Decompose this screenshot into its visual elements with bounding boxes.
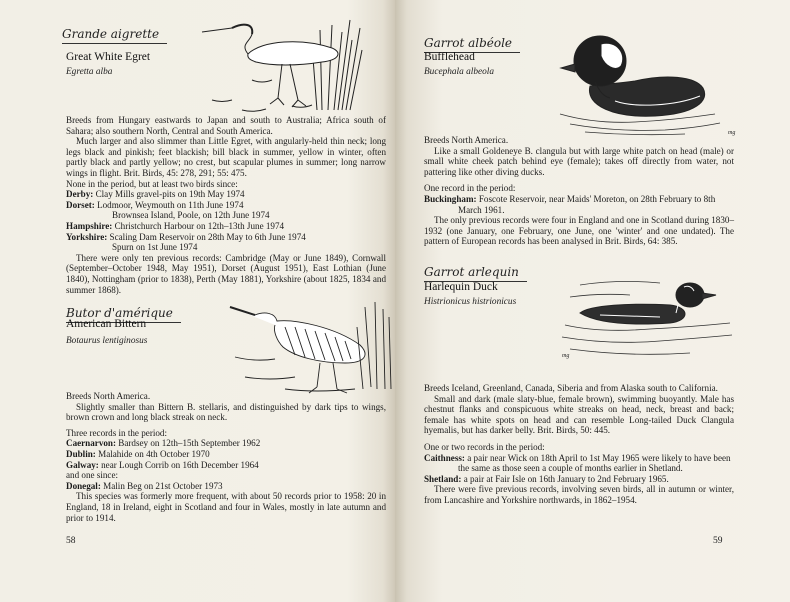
egret-period-intro: None in the period, but at least two birds since: [66, 178, 238, 189]
harlequin-range: Breeds Iceland, Greenland, Canada, Siberia and from Alaska south to California. [424, 383, 718, 393]
bittern-handwritten-name: Butor d'amérique [66, 306, 173, 320]
harlequin-illustration [560, 265, 735, 365]
egret-description: Much larger and also slimmer than Little Egret, with angularly-held thin neck; long legs black and pinkish; feet blackish; bill black in summer, yellow in winter, often partly black and partly yellow; no crest, but scapular plumes in summer; long narrow wings in flight. Brit. Birds, 45: 278, 291; 55: 475. [66, 136, 386, 178]
right-page [395, 0, 790, 602]
harlequin-common-name: Harlequin Duck [424, 281, 498, 293]
bufflehead-handwritten-name: Garrot albéole [424, 36, 513, 50]
bittern-illustration [225, 297, 393, 397]
egret-record: Dorset: Lodmoor, Weymouth on 11th June 1974 [66, 199, 244, 210]
egret-latin-name: Egretta alba [66, 67, 113, 77]
harlequin-previous-records: There were five previous records, involving seven birds, all in autumn or winter, from Lancashire and Yorkshire northwards, in 1862–1954. [424, 484, 734, 505]
egret-common-name: Great White Egret [66, 51, 151, 63]
egret-previous-records: There were only ten previous records: Cambridge (May or June 1849), Cornwall (September–October 1948, May 1951), Dorset (August 1951), East Lothian (June 1840), Nottingham (prior to 1838), Perth (May 1881), Yorkshire (about 1825, 1834 and summer 1868). [66, 252, 386, 295]
bittern-text-block [66, 391, 386, 523]
bittern-range: Breeds North America. [66, 391, 151, 401]
bittern-period-intro: Three records in the period: [66, 427, 167, 438]
egret-record: Derby: Clay Mills gravel-pits on 19th May 1974 [66, 189, 245, 200]
egret-range: Breeds from Hungary eastwards to Japan and south to Australia; Africa south of Sahara; also southern North, Central and South America. [66, 115, 386, 136]
harlequin-period-intro: One or two records in the period: [424, 441, 545, 452]
page-number-left: 58 [66, 536, 76, 546]
page-number-right: 59 [713, 536, 723, 546]
bufflehead-record: Buckingham: Foscote Reservoir, near Maids' Moreton, on 28th February to 8th March 1961. [424, 193, 716, 215]
bittern-common-name: American Bittern [66, 318, 147, 330]
egret-record: Brownsea Island, Poole, on 12th June 1974 [112, 210, 270, 221]
bittern-record: Donegal: Malin Beg on 21st October 1973 [66, 480, 223, 491]
harlequin-latin-name: Histrionicus histrionicus [424, 297, 517, 307]
egret-record: Hampshire: Christchurch Harbour on 12th–13th June 1974 [66, 220, 285, 231]
bufflehead-text-block [424, 135, 734, 247]
harlequin-handwritten-name: Garrot arlequin [424, 265, 519, 279]
egret-text-block [66, 115, 386, 295]
harlequin-record: Caithness: a pair near Wick on 18th April to 1st May 1965 were likely to have been the same as those seen a couple of months earlier in Shetland. [424, 452, 731, 474]
egret-illustration [192, 10, 367, 120]
bufflehead-period-intro: One record in the period: [424, 183, 516, 194]
bittern-latin-name: Botaurus lentiginosus [66, 336, 148, 346]
harlequin-text-block [424, 383, 734, 506]
harlequin-description: Small and dark (male slaty-blue, female brown), swimming buoyantly. Male has chestnut flanks and conspicuous white streaks on head, neck, breast and back; female has white spots on head and can resemble Long-tailed Duck Clangula hyemalis, but has darker belly. Brit. Birds, 50: 445. [424, 393, 734, 436]
bufflehead-illustration [555, 26, 725, 136]
bufflehead-signature: mg [728, 130, 736, 136]
bittern-and-one-since: and one since: [66, 470, 119, 481]
bittern-record: Dublin: Malahide on 4th October 1970 [66, 448, 210, 459]
bittern-previous-records: This species was formerly more frequent, with about 50 records prior to 1958: 20 in England, 18 in Ireland, eight in Scotland and four in Wales, mostly in late autumn and prior to 1914. [66, 491, 386, 523]
egret-handwritten-name: Grande aigrette [62, 27, 160, 41]
bittern-record: Caernarvon: Bardsey on 12th–15th September 1962 [66, 438, 261, 449]
bufflehead-latin-name: Bucephala albeola [424, 67, 494, 77]
harlequin-signature: mg [562, 353, 570, 359]
bittern-record: Galway: near Lough Corrib on 16th December 1964 [66, 459, 259, 470]
bufflehead-common-name: Bufflehead [424, 51, 475, 63]
bittern-description: Slightly smaller than Bittern B. stellaris, and distinguished by dark tips to wings, brown crown and long black streak on neck. [66, 401, 386, 423]
bufflehead-description: Like a small Goldeneye B. clangula but with large white patch on head (male) or small white cheek patch behind eye (female); takes off directly from water, not pattering like other diving ducks. [424, 145, 734, 177]
harlequin-record: Shetland: a pair at Fair Isle on 16th January to 2nd February 1965. [424, 473, 669, 484]
bufflehead-previous-records: The only previous records were four in England and one in Scotland during 1830–1932 (one January, one February, one June, one 'winter' and one undated). The pattern of European records has been analysed in Brit. Birds, 64: 385. [424, 215, 734, 247]
egret-record: Spurn on 1st June 1974 [112, 242, 198, 253]
bufflehead-range: Breeds North America. [424, 135, 509, 145]
egret-record: Yorkshire: Scaling Dam Reservoir on 28th May to 6th June 1974 [66, 231, 306, 242]
